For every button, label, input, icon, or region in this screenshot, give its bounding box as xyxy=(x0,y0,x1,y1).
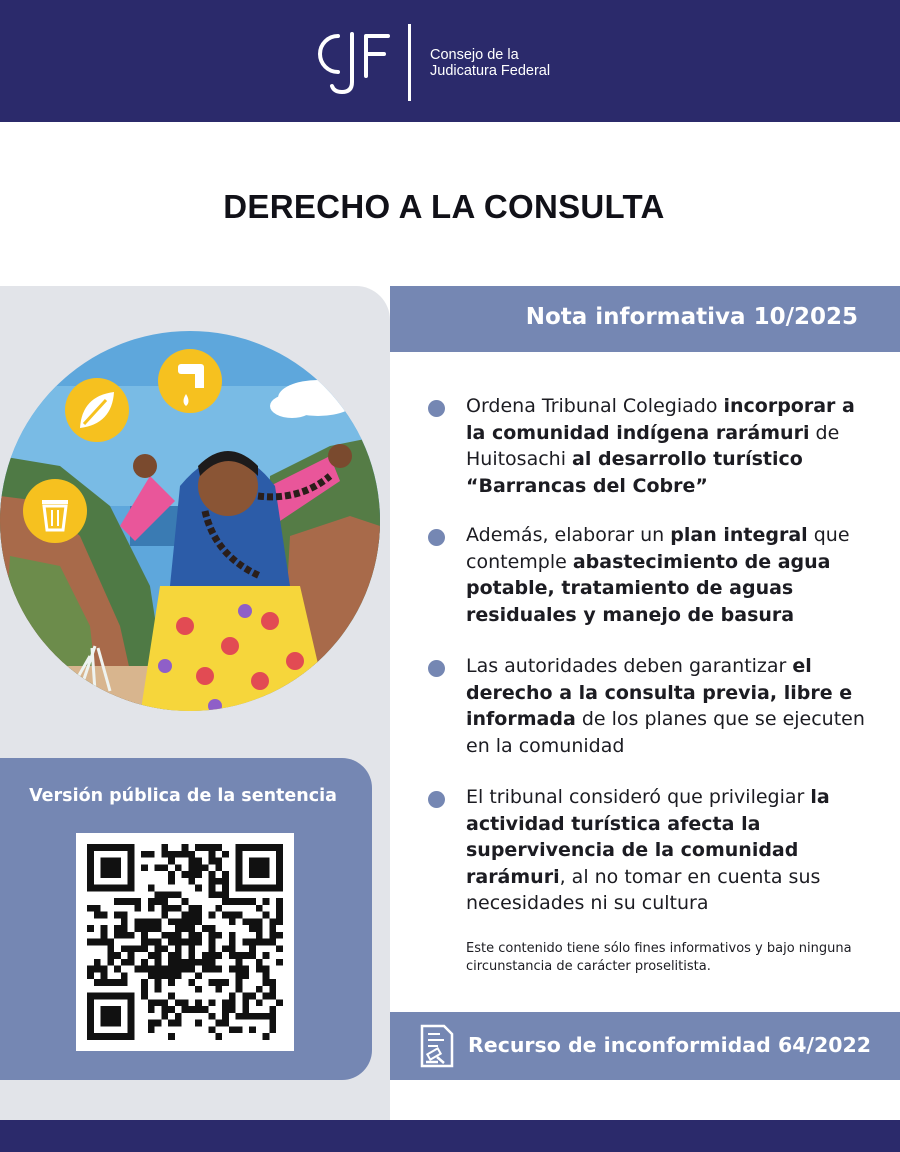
bullet-text xyxy=(466,522,866,628)
cjf-logo xyxy=(308,26,396,98)
header-bar xyxy=(0,0,900,122)
bullet-run: Ordena Tribunal Colegiado xyxy=(466,395,724,417)
note-banner xyxy=(390,286,900,352)
bullet-run: de los planes que se ejecuten en la comunidad xyxy=(466,708,865,757)
bullet-run: Las autoridades deben garantizar xyxy=(466,655,793,677)
bullet-dot-icon xyxy=(428,529,445,546)
bullet-emphasis: abastecimiento de agua potable, tratamiento de aguas residuales y manejo de basura xyxy=(466,550,831,626)
water-tap-icon xyxy=(158,349,222,413)
disclaimer: Este contenido tiene sólo fines informativos y bajo ninguna circunstancia de carácter proselitista. xyxy=(466,941,852,974)
document-gavel-icon xyxy=(416,1024,456,1068)
bullet-run: que contemple xyxy=(466,524,850,573)
bullet-run: , al no tomar en cuenta sus necesidades ni su cultura xyxy=(466,865,821,914)
bullet-run: El tribunal consideró que privilegiar xyxy=(466,786,811,808)
community-illustration xyxy=(0,326,380,716)
leaf-icon xyxy=(65,378,129,442)
qr-code-graphic xyxy=(87,844,283,1040)
qr-code[interactable] xyxy=(76,833,294,1051)
org-name-line2: Judicatura Federal xyxy=(430,63,551,79)
page-title: DERECHO A LA CONSULTA xyxy=(223,188,665,225)
bullet-emphasis: el derecho a la consulta previa, libre e informada xyxy=(466,655,853,730)
organization-name xyxy=(430,47,550,79)
bullet-emphasis: la actividad turística afecta la supervivencia de la comunidad rarámuri xyxy=(466,786,830,888)
bullet-dot-icon xyxy=(428,791,445,808)
qr-card-title: Versión pública de la sentencia xyxy=(29,786,337,806)
bullet-text xyxy=(466,784,866,917)
org-name-line1: Consejo de la xyxy=(430,47,519,63)
note-title: Nota informativa 10/2025 xyxy=(525,304,858,330)
case-banner xyxy=(390,1012,900,1080)
logo-divider xyxy=(408,24,411,101)
public-sentence-card xyxy=(0,758,372,1080)
bullet-text xyxy=(466,393,866,499)
case-title: Recurso de inconformidad 64/2022 xyxy=(468,1033,872,1057)
trash-bin-icon xyxy=(23,479,87,543)
bullet-dot-icon xyxy=(428,400,445,417)
bullet-emphasis: plan integral xyxy=(670,524,808,546)
bullet-emphasis: al desarrollo turístico “Barrancas del Cobre” xyxy=(466,448,803,497)
bullet-run: de Huitosachi xyxy=(466,421,840,470)
bullet-emphasis: incorporar a la comunidad indígena rarámuri xyxy=(466,395,855,444)
bullet-text xyxy=(466,653,866,759)
bullet-run: Además, elaborar un xyxy=(466,524,671,546)
bullet-dot-icon xyxy=(428,660,445,677)
footer-bar xyxy=(0,1120,900,1152)
